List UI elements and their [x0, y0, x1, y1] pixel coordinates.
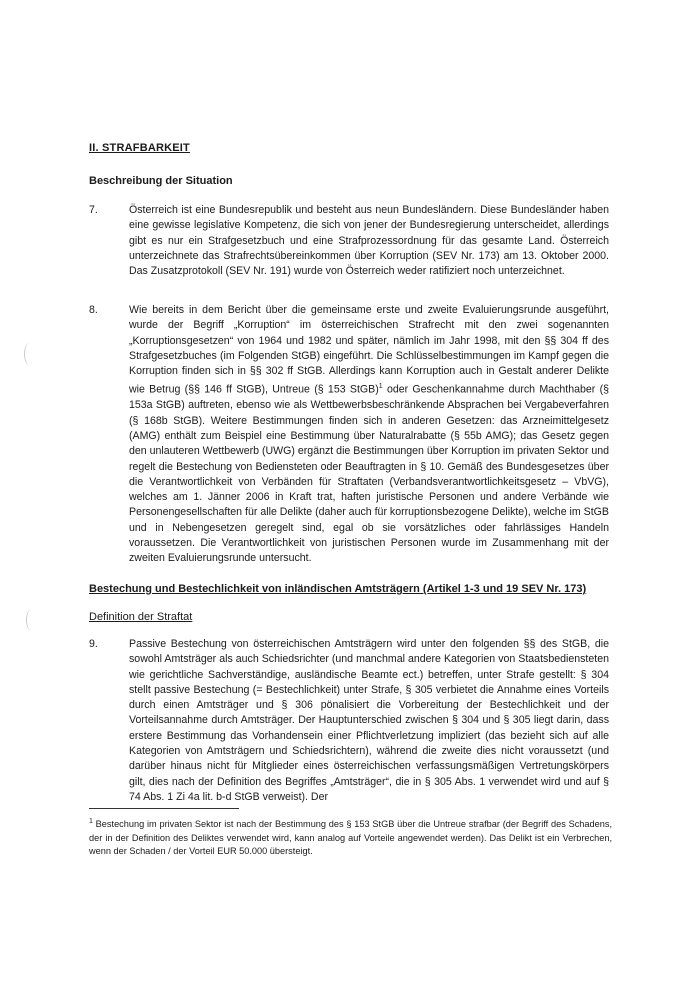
paragraph-9 [89, 637, 609, 805]
footnote [89, 815, 612, 859]
paragraph-number: 8. [89, 304, 98, 316]
paragraph-text-part: oder Geschenkannahme durch Machthaber (§ 153a StGB) auftreten, ebenso wie als Wettbewerbsbeschränkende Absprachen bei Vergabeverfahren (§ 168b StGB). Weitere Bestimmungen finden sich in anderen Gesetzen: das Arzneimittelgesetz (AMG) enthält zum Beispiel eine Bestimmung über Naturalrabatte (§ 55b AMG); das Gesetz gegen den unlauteren Wettbewerb (UWG) ergänzt die Bestimmungen über Korruption im privaten Sektor und regelt die Bestechung von Bediensteten oder Beauftragten in § 10. Gemäß des Bundesgesetzes über die Verantwortlichkeit von Verbänden für Straftaten (Verbandsverantwortlichkeitsgesetz – VbVG), welches am 1. Jänner 2006 in Kraft trat, haften juristische Personen und andere Verbände wie Personengesellschaften für alle Delikte (daher auch für korruptionsbezogene Delikte), welche im StGB und in Nebengesetzen geregelt sind, egal ob sie vorsätzliches oder fahrlässiges Handeln voraussetzen. Die Verantwortlichkeit von juristischen Personen wurde im Zusammenhang mit der zweiten Evaluierungsrunde untersucht. [129, 384, 610, 565]
chapter-heading: II. STRAFBARKEIT [89, 142, 190, 154]
paragraph-number: 7. [89, 204, 98, 216]
paragraph-7 [89, 203, 609, 279]
paragraph-text-part: Wie bereits in dem Bericht über die gemeinsame erste und zweite Evaluierungsrunde ausgeführt, wurde der Begriff „Korruption“ im österreichischen Strafrecht mit den zwei sogenannten „Korruptionsgesetzen“ von 1964 und 1982 und später, nämlich im Jahr 1998, mit den §§ 304 ff des Strafgesetzbuches (im Folgenden StGB) eingeführt. Die Schlüsselbestimmungen im Kampf gegen die Korruption finden sich in §§ 302 ff StGB. Allerdings kann Korruption auch in Gestalt anderer Delikte wie Betrug (§§ 146 ff StGB), Untreue (§ 153 StGB) [129, 304, 609, 397]
subsection-heading: Definition der Straftat [89, 611, 193, 623]
paragraph-text: Passive Bestechung von österreichischen Amtsträgern wird unter den folgenden §§ des StGB, die sowohl Amtsträger als auch Schiedsrichter (und manchmal andere Kategorien von Staatsbediensteten wie gerichtliche Sachverständige, ausländische Beamte ect.) betreffen, unter Strafe gestellt: § 304 stellt passive Bestechung (= Bestechlichkeit) unter Strafe, § 305 verbietet die Annahme eines Vorteils durch einen Amtsträger und § 306 pönalisiert die Vorbereitung der Bestechlichkeit und der Vorteilsannahme durch Amtsträger. Der Hauptunterschied zwischen § 304 und § 305 liegt darin, dass erstere Bestimmung das Vorhandensein einer Pflichtverletzung impliziert (das bezieht sich auf alle Kategorien von Amtsträgern und Schiedsrichtern), während die zweite dies nicht voraussetzt (und darüber hinaus nicht für Mitglieder eines österreichischen verfassungsmäßigen Vertretungskörpers gilt, dies nach der Definition des Begriffes „Amtsträger“, die in § 305 Abs. 1 verwendet wird und auf § 74 Abs. 1 Zi 4a lit. b-d StGB verweist). Der [129, 638, 609, 803]
footnote-reference: 1 [378, 383, 383, 391]
paragraph-number: 9. [89, 638, 98, 650]
paragraph-text [129, 303, 609, 567]
paragraph-8 [89, 303, 609, 567]
footnote-marker: 1 [89, 818, 93, 825]
paragraph-text: Österreich ist eine Bundesrepublik und besteht aus neun Bundesländern. Diese Bundesländer haben eine gewisse legislative Kompetenz, die sich von jener der Bundesregierung unterscheidet, allerdings gibt es nur ein Strafgesetzbuch und eine Strafprozessordnung für das gesamte Land. Österreich unterzeichnete das Strafrechtsübereinkommen über Korruption (SEV Nr. 173) am 13. Oktober 2000. Das Zusatzprotokoll (SEV Nr. 191) wurde von Österreich weder ratifiziert noch unterzeichnet. [129, 204, 609, 278]
footnote-text: Bestechung im privaten Sektor ist nach der Bestimmung des § 153 StGB über die Untreue strafbar (der Begriff des Schadens, der in der Definition des Deliktes verwendet wird, kann analog auf Vorteile angewendet werden). Das Delikt ist ein Verbrechen, wenn der Schaden / der Vorteil EUR 50.000 übersteigt. [89, 819, 612, 857]
scan-artifact [26, 609, 37, 631]
subchapter-heading: Beschreibung der Situation [89, 175, 233, 187]
footnote-divider [89, 808, 239, 809]
section-heading: Bestechung und Bestechlichkeit von inländischen Amtsträgern (Artikel 1-3 und 19 SEV Nr. 173) [89, 583, 587, 595]
scan-artifact [24, 343, 35, 365]
